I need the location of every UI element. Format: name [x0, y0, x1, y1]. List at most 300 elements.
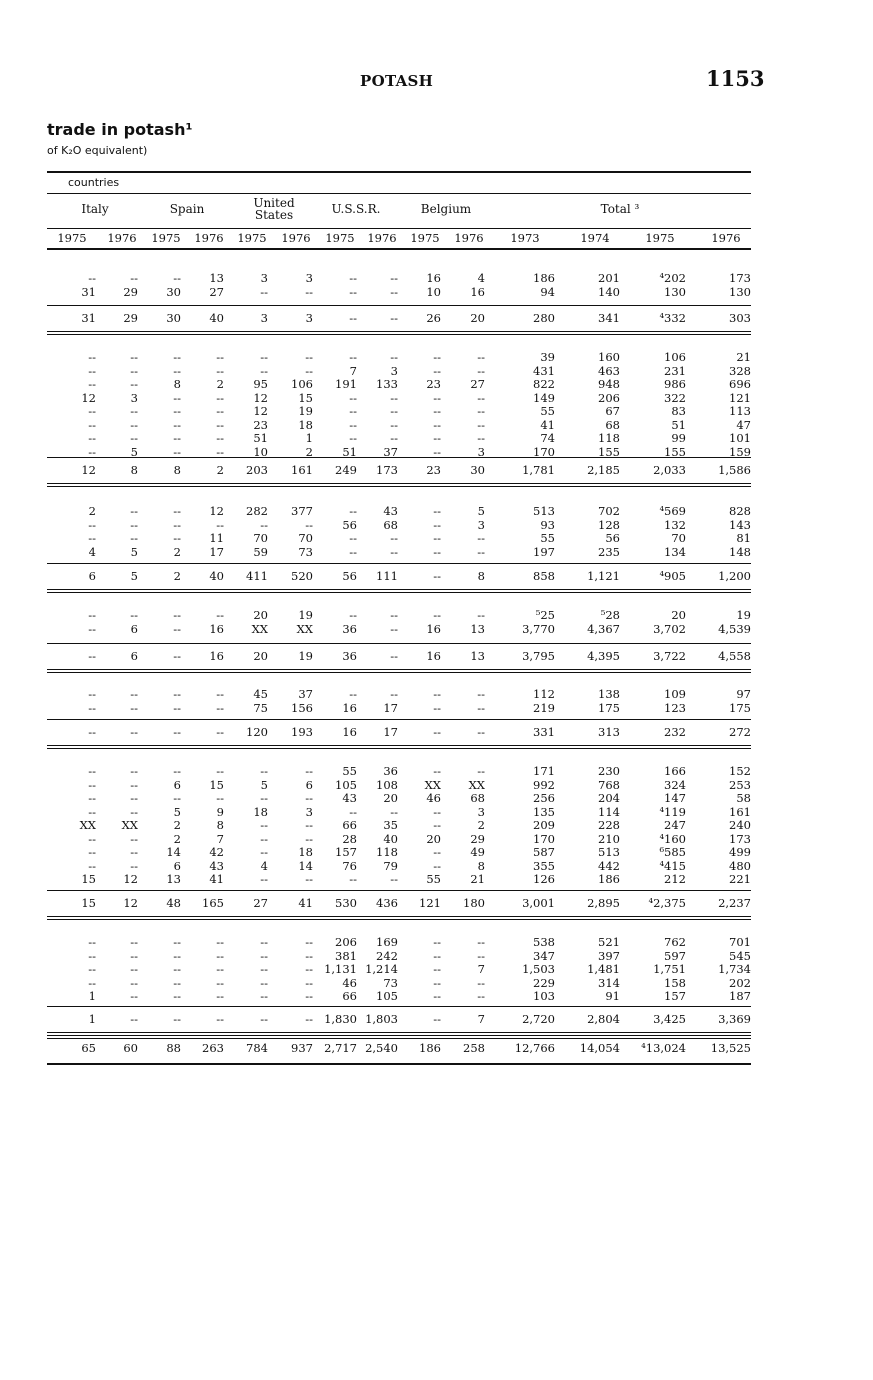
table-row-cell: --: [260, 764, 268, 778]
table-row-cell: --: [130, 831, 138, 846]
table-row-cell: --: [390, 431, 398, 445]
table-row-cell: 128: [598, 517, 620, 532]
table-row-cell: --: [130, 431, 138, 445]
column-group-header: Total ³: [600, 202, 640, 216]
table-row-cell: 58: [736, 791, 751, 805]
table-row-cell: --: [216, 363, 224, 378]
total-row-cell: 280: [533, 311, 555, 325]
table-row-cell: --: [173, 390, 181, 405]
table-row-cell: 324: [664, 777, 686, 792]
total-row-cell: ⁴2,375: [648, 896, 686, 910]
total-row-cell: 3,722: [653, 649, 686, 663]
table-row-cell: --: [260, 363, 268, 378]
table-row-cell: 696: [729, 377, 751, 391]
total-row-cell: 180: [463, 896, 485, 910]
table-row-cell: 1,734: [718, 962, 751, 976]
table-row-cell: --: [477, 363, 485, 378]
table-row-cell: --: [173, 962, 181, 976]
total-row-cell: 1,830: [324, 1012, 357, 1026]
table-row-cell: 210: [598, 831, 620, 846]
table-row-cell: 55: [540, 531, 555, 545]
table-row-cell: 51: [253, 431, 268, 445]
subtotal-rule: [47, 890, 751, 891]
table-row-cell: 169: [376, 935, 398, 949]
table-row-cell: 3: [390, 363, 398, 378]
table-row-cell: --: [433, 390, 441, 405]
table-row-cell: 3,702: [653, 621, 686, 636]
table-row-cell: 135: [533, 804, 555, 819]
table-row-cell: 16: [426, 271, 441, 285]
table-row-cell: --: [88, 377, 96, 391]
total-row-cell: 3,795: [522, 649, 555, 663]
subtotal-rule: [47, 305, 751, 306]
table-row-cell: --: [390, 531, 398, 545]
table-row-cell: --: [433, 975, 441, 990]
table-row-cell: 8: [477, 858, 485, 873]
table-row-cell: 16: [342, 700, 357, 715]
header-bottom-rule: [47, 248, 751, 250]
page-number: 1153: [706, 66, 765, 91]
year-header: 1976: [711, 231, 741, 245]
table-row-cell: 201: [598, 271, 620, 285]
total-row-cell: 272: [729, 725, 751, 739]
table-row-cell: --: [216, 350, 224, 364]
total-row-cell: --: [390, 649, 398, 663]
table-row-cell: 140: [598, 284, 620, 299]
table-row-cell: 23: [426, 377, 441, 391]
table-row-cell: 463: [598, 363, 620, 378]
total-row-cell: 29: [123, 311, 138, 325]
table-row-cell: --: [260, 989, 268, 1003]
table-row-cell: --: [477, 975, 485, 990]
total-row-cell: --: [173, 725, 181, 739]
table-row-cell: 157: [664, 989, 686, 1003]
total-row-cell: 436: [376, 896, 398, 910]
grand-total-rule: [47, 1038, 751, 1039]
table-row-cell: 1: [88, 989, 96, 1003]
table-row-cell: 113: [729, 404, 751, 418]
total-row-cell: 331: [533, 725, 555, 739]
table-row-cell: --: [260, 791, 268, 805]
table-row-cell: 2: [173, 831, 181, 846]
table-row-cell: --: [390, 404, 398, 418]
section-rule: [47, 669, 751, 670]
table-row-cell: --: [349, 431, 357, 445]
table-row-cell: 134: [664, 544, 686, 559]
table-row-cell: 322: [664, 390, 686, 405]
table-row-cell: 1,131: [324, 962, 357, 976]
table-row-cell: --: [433, 989, 441, 1003]
table-row-cell: 12: [81, 390, 96, 405]
table-row-cell: --: [433, 431, 441, 445]
table-row-cell: --: [477, 700, 485, 715]
table-row-cell: --: [349, 804, 357, 819]
total-row-cell: 858: [533, 569, 555, 583]
table-row-cell: --: [88, 858, 96, 873]
table-row-cell: --: [130, 845, 138, 859]
total-row-cell: 1: [88, 1012, 96, 1026]
total-row-cell: 13: [470, 649, 485, 663]
section-rule: [47, 331, 751, 332]
table-row-cell: --: [433, 350, 441, 364]
table-row-cell: ⁶585: [659, 845, 686, 859]
total-row-cell: 31: [81, 311, 96, 325]
total-row-cell: 2,804: [587, 1012, 620, 1026]
table-row-cell: 12: [253, 390, 268, 405]
table-row-cell: --: [433, 363, 441, 378]
table-row-cell: --: [216, 935, 224, 949]
table-row-cell: 17: [383, 700, 398, 715]
subtotal-rule: [47, 719, 751, 720]
table-row-cell: 5: [173, 804, 181, 819]
table-row-cell: --: [216, 390, 224, 405]
group-underline: [493, 228, 751, 229]
table-row-cell: 170: [533, 831, 555, 846]
table-row-cell: --: [260, 975, 268, 990]
total-row-cell: 3,425: [653, 1012, 686, 1026]
table-row-cell: --: [216, 764, 224, 778]
table-row-cell: --: [88, 363, 96, 378]
table-row-cell: 16: [209, 621, 224, 636]
table-row-cell: --: [260, 872, 268, 886]
table-row-cell: 37: [298, 687, 313, 701]
column-group-header: U.S.S.R.: [331, 202, 381, 216]
year-header: 1974: [580, 231, 610, 245]
total-row-cell: 2: [216, 463, 224, 477]
table-row-cell: 6: [173, 777, 181, 792]
group-underline: [144, 228, 229, 229]
table-row-cell: --: [349, 504, 357, 518]
table-row-cell: 242: [376, 948, 398, 963]
table-row-cell: --: [305, 764, 313, 778]
table-row-cell: 6: [305, 777, 313, 792]
total-row-cell: 1,121: [587, 569, 620, 583]
year-header: 1975: [57, 231, 87, 245]
table-row-cell: 147: [664, 791, 686, 805]
table-row-cell: --: [433, 504, 441, 518]
table-row-cell: 1,751: [653, 962, 686, 976]
table-row-cell: --: [305, 350, 313, 364]
table-row-cell: --: [349, 271, 357, 285]
table-row-cell: 66: [342, 818, 357, 832]
table-row-cell: --: [305, 284, 313, 299]
table-row-cell: 3: [260, 271, 268, 285]
table-row-cell: --: [130, 975, 138, 990]
table-row-cell: --: [173, 444, 181, 459]
table-row-cell: 3: [130, 390, 138, 405]
table-row-cell: 175: [598, 700, 620, 715]
table-row-cell: --: [260, 284, 268, 299]
table-row-cell: 159: [729, 444, 751, 459]
table-row-cell: --: [130, 363, 138, 378]
table-row-cell: --: [88, 764, 96, 778]
table-row-cell: --: [173, 687, 181, 701]
table-bottom-rule: [47, 1063, 751, 1065]
table-row-cell: XX: [424, 777, 441, 792]
table-row-cell: 314: [598, 975, 620, 990]
column-group-header: Spain: [169, 202, 205, 216]
table-row-cell: 97: [736, 687, 751, 701]
table-row-cell: 171: [533, 764, 555, 778]
table-row-cell: 73: [298, 544, 313, 559]
total-row-cell: --: [216, 1012, 224, 1026]
total-row-cell: 36: [342, 649, 357, 663]
table-row-cell: --: [173, 350, 181, 364]
table-row-cell: 3: [477, 517, 485, 532]
table-row-cell: 51: [342, 444, 357, 459]
table-row-cell: 12: [209, 504, 224, 518]
table-row-cell: 49: [470, 845, 485, 859]
total-row-cell: 249: [335, 463, 357, 477]
table-row-cell: --: [433, 935, 441, 949]
table-row-cell: 16: [426, 621, 441, 636]
table-row-cell: --: [433, 687, 441, 701]
table-row-cell: 221: [729, 872, 751, 886]
table-row-cell: 206: [335, 935, 357, 949]
table-row-cell: 91: [605, 989, 620, 1003]
table-row-cell: 186: [533, 271, 555, 285]
table-row-cell: --: [216, 687, 224, 701]
total-row-cell: 2,237: [718, 896, 751, 910]
total-row-cell: 27: [253, 896, 268, 910]
table-row-cell: 209: [533, 818, 555, 832]
table-row-cell: --: [349, 417, 357, 432]
table-row-cell: 81: [736, 531, 751, 545]
table-row-cell: --: [349, 687, 357, 701]
table-row-cell: 21: [736, 350, 751, 364]
table-row-cell: 70: [253, 531, 268, 545]
running-head: POTASH: [360, 72, 434, 90]
table-row-cell: --: [130, 271, 138, 285]
table-row-cell: 2: [173, 544, 181, 559]
table-row-cell: --: [88, 975, 96, 990]
total-row-cell: ⁴332: [659, 311, 686, 325]
total-row-cell: --: [88, 649, 96, 663]
table-row-cell: --: [305, 935, 313, 949]
total-row-cell: 5: [130, 569, 138, 583]
total-row-cell: --: [349, 311, 357, 325]
table-row-cell: XX: [296, 621, 313, 636]
table-row-cell: 3: [305, 271, 313, 285]
total-row-cell: 23: [426, 463, 441, 477]
table-row-cell: 2: [477, 818, 485, 832]
total-row-cell: 12: [123, 896, 138, 910]
total-row-cell: 3: [305, 311, 313, 325]
table-row-cell: --: [433, 544, 441, 559]
table-row-cell: --: [433, 517, 441, 532]
total-row-cell: 165: [202, 896, 224, 910]
table-row-cell: 46: [426, 791, 441, 805]
table-row-cell: 123: [664, 700, 686, 715]
table-row-cell: --: [349, 872, 357, 886]
table-row-cell: 4: [88, 544, 96, 559]
table-row-cell: 27: [209, 284, 224, 299]
grand-total-row-cell: 186: [419, 1041, 441, 1055]
table-row-cell: --: [130, 935, 138, 949]
section-rule: [47, 592, 751, 593]
table-row-cell: 5: [130, 444, 138, 459]
group-underline: [238, 228, 312, 229]
table-row-cell: 597: [664, 948, 686, 963]
table-row-cell: 73: [383, 975, 398, 990]
table-row-cell: --: [88, 791, 96, 805]
table-row-cell: --: [173, 608, 181, 622]
table-row-cell: --: [349, 390, 357, 405]
table-row-cell: 480: [729, 858, 751, 873]
table-row-cell: 328: [729, 363, 751, 378]
table-row-cell: 27: [470, 377, 485, 391]
table-row-cell: 158: [664, 975, 686, 990]
table-row-cell: 499: [729, 845, 751, 859]
table-row-cell: 18: [253, 804, 268, 819]
grand-total-row-cell: ⁴13,024: [641, 1041, 686, 1055]
table-row-cell: 143: [729, 517, 751, 532]
table-row-cell: --: [477, 935, 485, 949]
table-row-cell: --: [88, 962, 96, 976]
table-row-cell: --: [390, 350, 398, 364]
table-row-cell: 152: [729, 764, 751, 778]
table-row-cell: --: [216, 608, 224, 622]
table-row-cell: 18: [298, 417, 313, 432]
total-row-cell: 3,001: [522, 896, 555, 910]
table-row-cell: --: [130, 700, 138, 715]
table-row-cell: 161: [729, 804, 751, 819]
table-row-cell: 282: [246, 504, 268, 518]
table-row-cell: 56: [605, 531, 620, 545]
table-row-cell: 197: [533, 544, 555, 559]
table-row-cell: --: [390, 417, 398, 432]
year-header: 1975: [237, 231, 267, 245]
table-row-cell: --: [88, 271, 96, 285]
table-row-cell: 702: [598, 504, 620, 518]
table-row-cell: 17: [209, 544, 224, 559]
table-row-cell: --: [88, 687, 96, 701]
table-row-cell: ⁴160: [659, 831, 686, 846]
table-row-cell: --: [173, 431, 181, 445]
table-row-cell: --: [260, 350, 268, 364]
year-header: 1975: [151, 231, 181, 245]
table-row-cell: 23: [253, 417, 268, 432]
table-row-cell: --: [349, 531, 357, 545]
table-row-cell: 99: [671, 431, 686, 445]
total-row-cell: 2,895: [587, 896, 620, 910]
year-header: 1976: [367, 231, 397, 245]
table-row-cell: --: [349, 544, 357, 559]
subtotal-rule: [47, 457, 751, 458]
table-row-cell: 19: [298, 608, 313, 622]
table-row-cell: 2: [173, 818, 181, 832]
table-row-cell: --: [173, 404, 181, 418]
table-row-cell: --: [390, 804, 398, 819]
total-row-cell: 17: [383, 725, 398, 739]
table-row-cell: 114: [598, 804, 620, 819]
table-row-cell: 83: [671, 404, 686, 418]
table-row-cell: --: [477, 417, 485, 432]
table-row-cell: --: [390, 687, 398, 701]
table-row-cell: 105: [335, 777, 357, 792]
table-row-cell: 39: [540, 350, 555, 364]
table-row-cell: 42: [209, 845, 224, 859]
table-row-cell: --: [216, 417, 224, 432]
table-row-cell: --: [130, 350, 138, 364]
total-row-cell: 16: [342, 725, 357, 739]
total-row-cell: 8: [477, 569, 485, 583]
section-rule: [47, 919, 751, 920]
table-row-cell: --: [88, 948, 96, 963]
subtotal-rule: [47, 643, 751, 644]
total-row-cell: 1,200: [718, 569, 751, 583]
table-row-cell: 219: [533, 700, 555, 715]
table-row-cell: 6: [173, 858, 181, 873]
table-row-cell: --: [390, 608, 398, 622]
table-row-cell: 18: [298, 845, 313, 859]
table-row-cell: --: [305, 962, 313, 976]
table-row-cell: 36: [383, 764, 398, 778]
table-row-cell: --: [305, 989, 313, 1003]
table-row-cell: --: [390, 284, 398, 299]
table-row-cell: 170: [533, 444, 555, 459]
table-top-rule: [47, 171, 751, 173]
table-row-cell: 828: [729, 504, 751, 518]
table-row-cell: --: [88, 804, 96, 819]
grand-total-row-cell: 88: [166, 1041, 181, 1055]
table-row-cell: --: [305, 872, 313, 886]
table-row-cell: 67: [605, 404, 620, 418]
grand-total-row-cell: 258: [463, 1041, 485, 1055]
grand-total-row-cell: 65: [81, 1041, 96, 1055]
table-row-cell: --: [88, 531, 96, 545]
table-row-cell: --: [130, 989, 138, 1003]
table-row-cell: 70: [671, 531, 686, 545]
table-row-cell: --: [260, 818, 268, 832]
table-row-cell: --: [130, 777, 138, 792]
table-row-cell: 13: [209, 271, 224, 285]
table-row-cell: 397: [598, 948, 620, 963]
total-row-cell: --: [216, 725, 224, 739]
table-row-cell: --: [305, 363, 313, 378]
table-row-cell: 41: [209, 872, 224, 886]
total-row-cell: 15: [81, 896, 96, 910]
table-row-cell: 46: [342, 975, 357, 990]
table-row-cell: 701: [729, 935, 751, 949]
table-row-cell: --: [477, 989, 485, 1003]
table-row-cell: 31: [81, 284, 96, 299]
subtotal-rule: [47, 1006, 751, 1007]
table-row-cell: --: [477, 404, 485, 418]
table-row-cell: ⁴569: [659, 504, 686, 518]
table-row-cell: ⁴415: [659, 858, 686, 873]
table-subtitle: of K₂O equivalent): [47, 144, 148, 157]
table-row-cell: --: [477, 687, 485, 701]
total-row-cell: 6: [130, 649, 138, 663]
total-row-cell: --: [130, 1012, 138, 1026]
table-row-cell: 822: [533, 377, 555, 391]
total-row-cell: --: [433, 725, 441, 739]
total-row-cell: 48: [166, 896, 181, 910]
table-row-cell: 106: [664, 350, 686, 364]
grand-total-row-cell: 13,525: [710, 1041, 751, 1055]
table-row-cell: 70: [298, 531, 313, 545]
header-rule: [47, 193, 751, 194]
table-row-cell: --: [216, 975, 224, 990]
table-row-cell: 15: [298, 390, 313, 405]
table-row-cell: --: [477, 531, 485, 545]
table-row-cell: --: [216, 404, 224, 418]
table-row-cell: --: [88, 608, 96, 622]
table-row-cell: 149: [533, 390, 555, 405]
table-row-cell: 2: [216, 377, 224, 391]
table-row-cell: 103: [533, 989, 555, 1003]
